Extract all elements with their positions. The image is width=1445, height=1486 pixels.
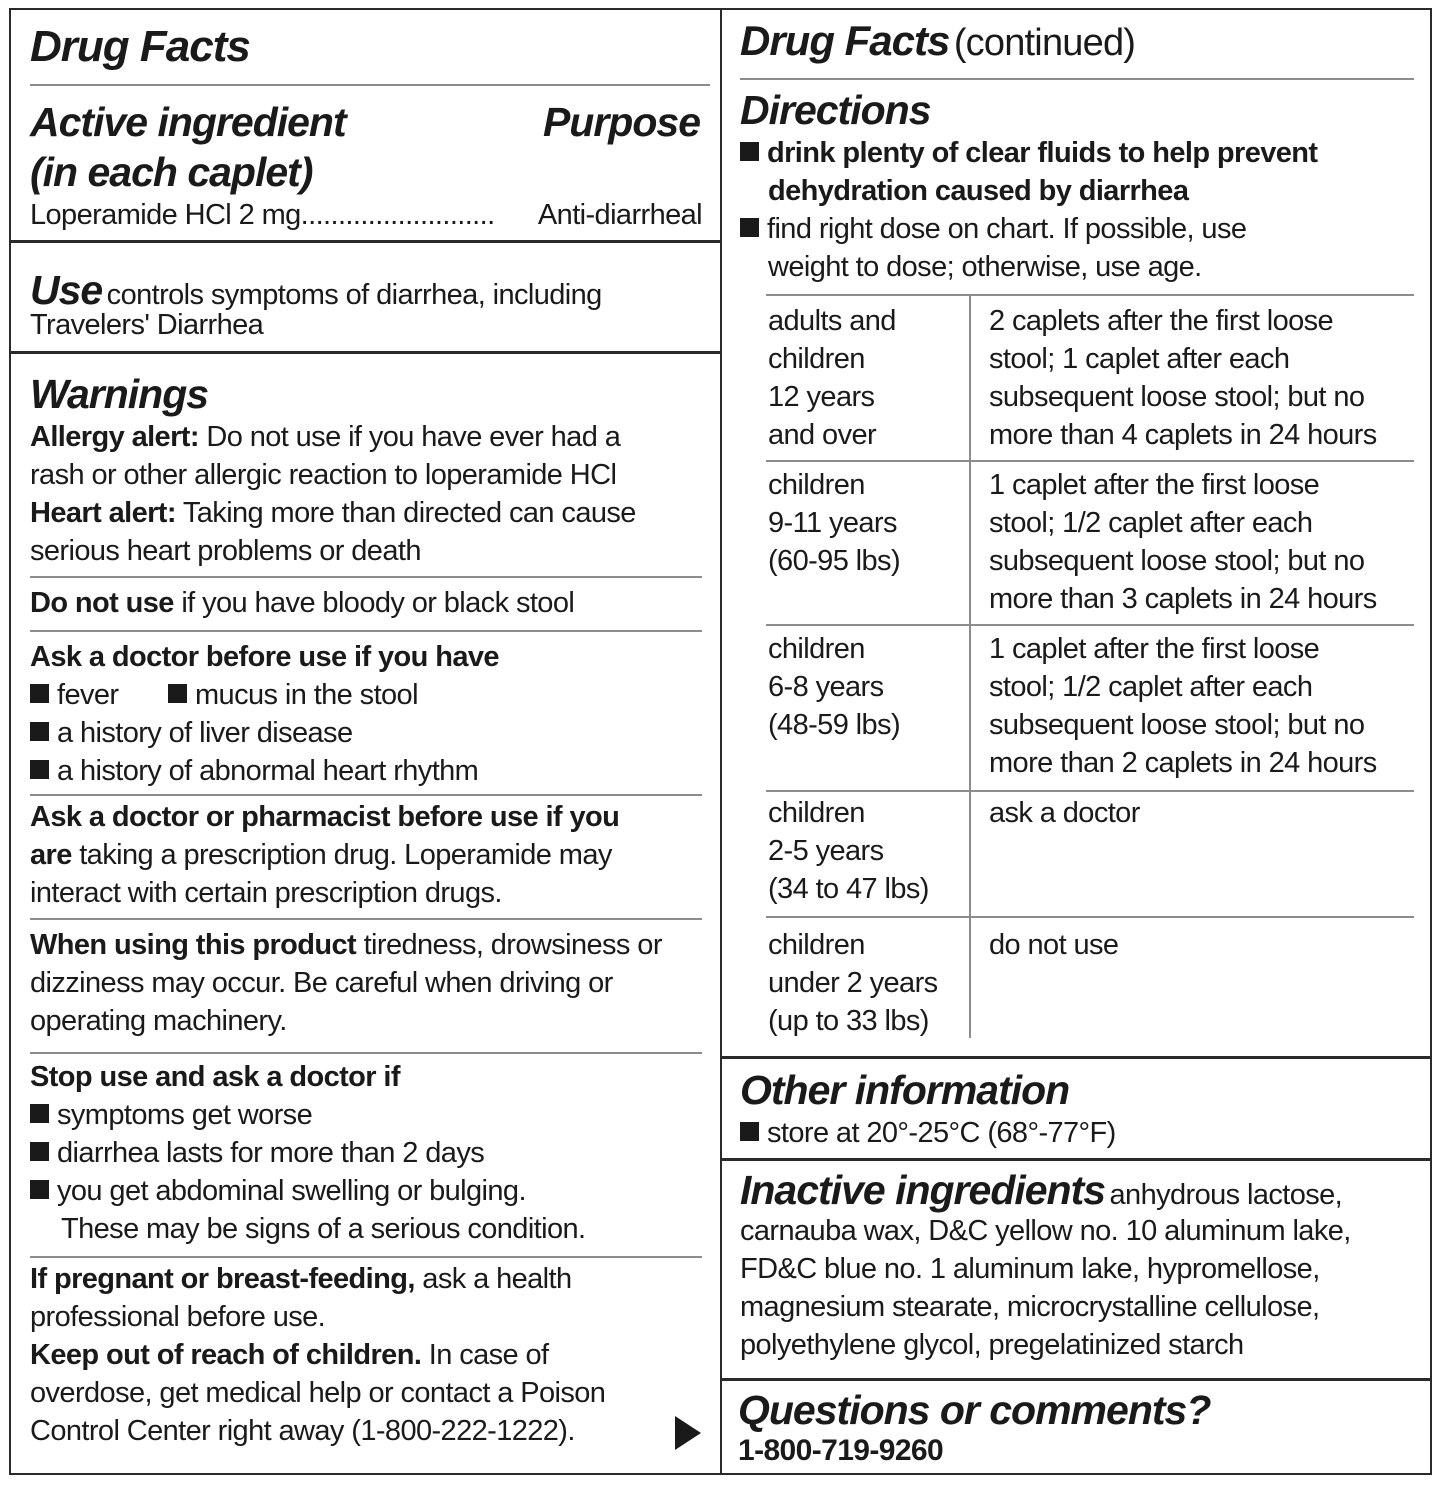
dose-age	[768, 302, 896, 454]
divider	[30, 918, 702, 920]
section-divider	[9, 240, 720, 243]
dose-line: 2 caplets after the first loose	[989, 305, 1334, 337]
direction-item	[740, 134, 1317, 172]
dose-amount	[989, 926, 1118, 964]
dose-age	[768, 466, 900, 580]
active-ingredient-subheading: (in each caplet)	[30, 149, 313, 195]
allergy-label: Allergy alert:	[30, 421, 199, 453]
ask-doctor-item-text: a history of liver disease	[57, 717, 353, 749]
dose-line: subsequent loose stool; but no	[989, 545, 1365, 577]
bullet-icon	[740, 1122, 759, 1141]
dose-line: stool; 1/2 caplet after each	[989, 671, 1313, 703]
divider	[30, 1052, 702, 1054]
section-divider	[9, 351, 720, 354]
pregnant-warning	[30, 1260, 571, 1298]
drug-facts-title: Drug Facts	[30, 22, 250, 71]
dose-line: stool; 1 caplet after each	[989, 343, 1290, 375]
ask-pharmacist-heading-end: are	[30, 839, 72, 871]
section-divider	[722, 1056, 1432, 1059]
drug-facts-title: Drug Facts	[740, 17, 950, 64]
allergy-text: Do not use if you have ever had a	[206, 421, 621, 453]
bullet-icon	[168, 684, 187, 703]
dose-age-line: 9-11 years	[768, 507, 897, 539]
heart-text-continued: serious heart problems or death	[30, 535, 421, 567]
divider	[30, 1256, 702, 1258]
dose-age	[768, 630, 900, 744]
direction-item	[740, 210, 1246, 248]
ingredient-dots: ..........................	[300, 199, 495, 231]
dose-line: subsequent loose stool; but no	[989, 381, 1365, 413]
questions-heading: Questions or comments?	[738, 1387, 1211, 1433]
inactive-ingredients-text: FD&C blue no. 1 aluminum lake, hypromellose,	[740, 1253, 1320, 1285]
use-text: controls symptoms of diarrhea, including	[106, 279, 602, 311]
ask-pharmacist-text-2: interact with certain prescription drugs.	[30, 877, 502, 909]
dose-line: 1 caplet after the first loose	[989, 633, 1320, 665]
stop-use-note: These may be signs of a serious condition.	[61, 1213, 586, 1245]
drug-facts-continued-title	[740, 18, 1135, 65]
do-not-use	[30, 584, 574, 622]
directions-heading: Directions	[740, 87, 931, 133]
keep-out-of-reach	[30, 1336, 549, 1374]
dose-age-line: children	[768, 469, 865, 501]
dose-line: 1 caplet after the first loose	[989, 469, 1320, 501]
dose-table-row-divider	[766, 460, 1414, 462]
dose-table-top-border	[766, 294, 1414, 296]
stop-use-heading: Stop use and ask a doctor if	[30, 1061, 400, 1093]
continue-arrow-icon	[675, 1416, 701, 1450]
stop-use-item-text: symptoms get worse	[57, 1099, 313, 1131]
dose-amount	[989, 794, 1140, 832]
when-using-text: tiredness, drowsiness or	[363, 929, 662, 961]
divider	[30, 84, 710, 86]
stop-use-item	[30, 1096, 312, 1134]
other-information-item	[740, 1114, 1116, 1152]
dose-age-line: under 2 years	[768, 967, 938, 999]
use-text-continued: Travelers' Diarrhea	[30, 309, 264, 341]
dose-age-line: 12 years	[768, 381, 875, 413]
allergy-alert	[30, 418, 620, 456]
heart-label: Heart alert:	[30, 497, 176, 529]
use-heading: Use	[30, 267, 103, 313]
bullet-icon	[30, 722, 49, 741]
pregnant-label: If pregnant or breast-feeding,	[30, 1263, 415, 1295]
keep-out-text-2: overdose, get medical help or contact a Poison	[30, 1377, 606, 1409]
bullet-icon	[30, 1104, 49, 1123]
ingredient-name: Loperamide HCl 2 mg	[30, 199, 301, 231]
pregnant-text-2: professional before use.	[30, 1301, 326, 1333]
allergy-text-continued: rash or other allergic reaction to loperamide HCl	[30, 459, 617, 491]
dose-line: more than 4 caplets in 24 hours	[989, 419, 1377, 451]
inactive-ingredients	[740, 1166, 1342, 1214]
direction-text-2: dehydration caused by diarrhea	[768, 175, 1189, 207]
ask-doctor-heading: Ask a doctor before use if you have	[30, 641, 499, 673]
ask-doctor-item	[30, 676, 118, 714]
dose-line: more than 2 caplets in 24 hours	[989, 747, 1377, 779]
dose-table-row-divider	[766, 916, 1414, 918]
do-not-use-text: if you have bloody or black stool	[181, 587, 575, 619]
bullet-icon	[30, 1180, 49, 1199]
dose-age-line: children	[768, 797, 865, 829]
dose-line: stool; 1/2 caplet after each	[989, 507, 1313, 539]
pregnant-text: ask a health	[422, 1263, 572, 1295]
direction-text: find right dose on chart. If possible, use	[767, 213, 1247, 245]
bullet-icon	[740, 218, 759, 237]
heart-alert	[30, 494, 636, 532]
keep-out-label: Keep out of reach of children.	[30, 1339, 422, 1371]
divider	[30, 576, 702, 578]
ask-doctor-item-text: mucus in the stool	[195, 679, 418, 711]
ask-pharmacist-text	[30, 836, 612, 874]
dose-age	[768, 794, 929, 908]
dose-amount	[989, 466, 1377, 618]
divider	[30, 794, 702, 796]
ask-doctor-item	[168, 676, 418, 714]
inactive-ingredients-text: carnauba wax, D&C yellow no. 10 aluminum lake,	[740, 1215, 1351, 1247]
heart-text: Taking more than directed can cause	[182, 497, 636, 529]
continued-label: (continued)	[953, 22, 1136, 64]
ask-pharmacist-heading: Ask a doctor or pharmacist before use if you	[30, 801, 620, 833]
other-information-heading: Other information	[740, 1067, 1070, 1113]
dose-line: do not use	[989, 929, 1119, 961]
storage-text: store at 20°-25°C (68°-77°F)	[767, 1117, 1116, 1149]
ask-pharmacist-text-1: taking a prescription drug. Loperamide may	[79, 839, 612, 871]
when-using-text-2: dizziness may occur. Be careful when driving or	[30, 967, 613, 999]
stop-use-item	[30, 1172, 526, 1210]
dose-age-line: (60-95 lbs)	[768, 545, 901, 577]
dose-amount	[989, 302, 1377, 454]
dose-age-line: adults and	[768, 305, 896, 337]
when-using-text-3: operating machinery.	[30, 1005, 287, 1037]
do-not-use-label: Do not use	[30, 587, 174, 619]
bullet-icon	[30, 1142, 49, 1161]
dose-age-line: (34 to 47 lbs)	[768, 873, 929, 905]
stop-use-item-text: you get abdominal swelling or bulging.	[57, 1175, 526, 1207]
inactive-ingredients-heading: Inactive ingredients	[740, 1167, 1106, 1213]
questions-phone: 1-800-719-9260	[738, 1434, 944, 1467]
dose-age-line: 6-8 years	[768, 671, 884, 703]
section-divider	[722, 1158, 1432, 1161]
dose-table-row-divider	[766, 790, 1414, 792]
section-divider	[722, 1378, 1432, 1381]
dose-age-line: 2-5 years	[768, 835, 884, 867]
dose-table-column-divider	[969, 294, 971, 1038]
stop-use-item	[30, 1134, 484, 1172]
keep-out-text-3: Control Center right away (1-800-222-1222).	[30, 1415, 575, 1447]
column-divider	[720, 8, 722, 1475]
dose-age-line: (up to 33 lbs)	[768, 1005, 929, 1037]
dose-line: more than 3 caplets in 24 hours	[989, 583, 1377, 615]
keep-out-text: In case of	[428, 1339, 549, 1371]
when-using	[30, 926, 662, 964]
dose-age	[768, 926, 938, 1040]
dose-amount	[989, 630, 1377, 782]
warnings-heading: Warnings	[30, 371, 209, 417]
ask-doctor-item	[30, 714, 353, 752]
ask-doctor-item-text: a history of abnormal heart rhythm	[57, 755, 479, 787]
bullet-icon	[30, 684, 49, 703]
dose-age-line: children	[768, 633, 865, 665]
dose-line: ask a doctor	[989, 797, 1140, 829]
inactive-ingredients-text: polyethylene glycol, pregelatinized starch	[740, 1329, 1244, 1361]
inactive-ingredients-text: magnesium stearate, microcrystalline cellulose,	[740, 1291, 1320, 1323]
divider	[30, 630, 702, 632]
direction-text: drink plenty of clear fluids to help prevent	[767, 137, 1318, 169]
purpose-heading: Purpose	[542, 99, 700, 145]
ingredient-row	[30, 196, 702, 234]
dose-age-line: (48-59 lbs)	[768, 709, 901, 741]
ingredient-purpose: Anti-diarrheal	[537, 199, 702, 231]
ask-doctor-item-text: fever	[57, 679, 119, 711]
direction-text-2: weight to dose; otherwise, use age.	[768, 251, 1202, 283]
dose-table-row-divider	[766, 624, 1414, 626]
stop-use-item-text: diarrhea lasts for more than 2 days	[57, 1137, 485, 1169]
dose-age-line: and over	[768, 419, 877, 451]
dose-age-line: children	[768, 929, 865, 961]
bullet-icon	[30, 760, 49, 779]
divider	[740, 78, 1414, 80]
active-ingredient-heading: Active ingredient	[30, 99, 346, 145]
ask-doctor-item	[30, 752, 478, 790]
bullet-icon	[740, 142, 759, 161]
inactive-ingredients-text: anhydrous lactose,	[1109, 1179, 1343, 1211]
dose-age-line: children	[768, 343, 865, 375]
dose-line: subsequent loose stool; but no	[989, 709, 1365, 741]
when-using-label: When using this product	[30, 929, 357, 961]
